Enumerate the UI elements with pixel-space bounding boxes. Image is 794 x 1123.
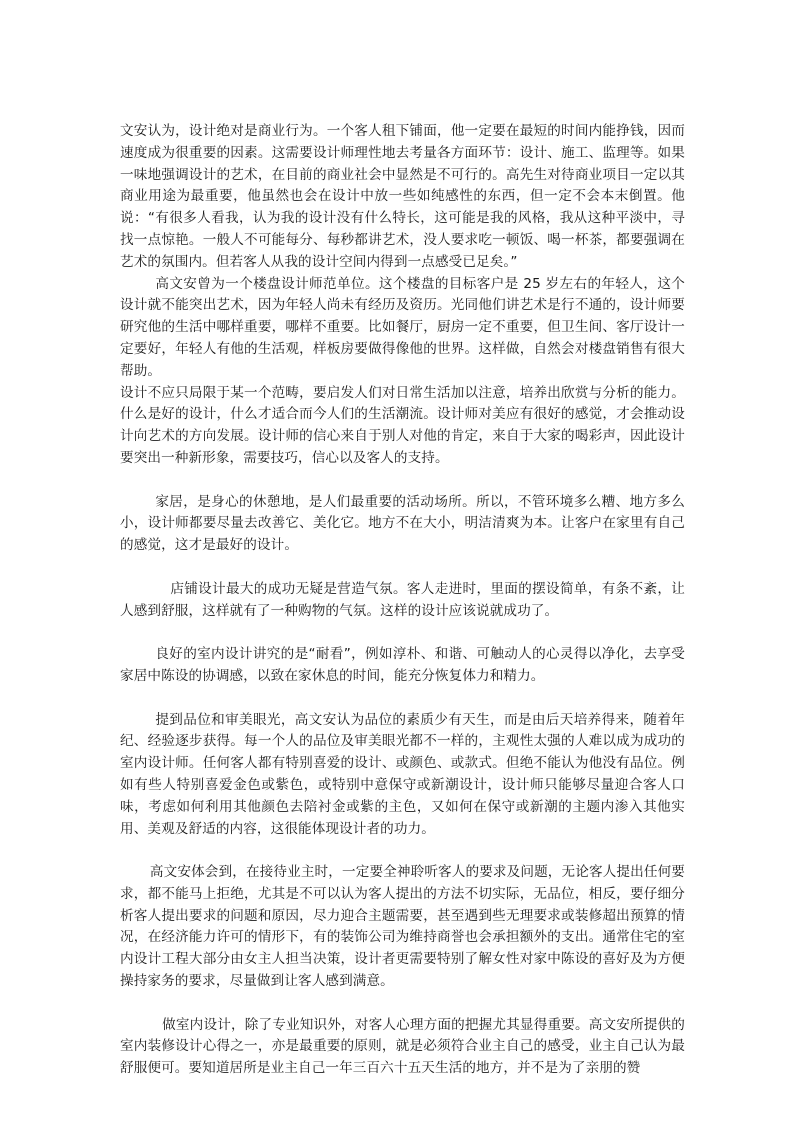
paragraph-1: 文安认为，设计绝对是商业行为。一个客人租下铺面，他一定要在最短的时间内能挣钱，因而速度成为很重要的因素。这需要设计师理性地去考量各方面环节：设计、施工、监理等。如果一味地强调设计的艺术，在目前的商业社会中显然是不可行的。高先生对待商业项目一定以其商业用途为最重要，他虽然也会在设计中放一些如纯感性的东西，但一定不会本末倒置。他说：“有很多人看我，认为我的设计没有什么特长，这可能是我的风格，我从这种平淡中，寻找一点惊艳。一般人不可能每分、每秒都讲艺术，没人要求吃一顿饭、喝一杯茶，都要强调在艺术的氛围内。但若客人从我的设计空间内得到一点感受已足矣。” — [120, 123, 685, 270]
paragraph-7: 提到品位和审美眼光，高文安认为品位的素质少有天生，而是由后天培养得来，随着年纪、经验逐步获得。每一个人的品位及审美眼光都不一样的，主观性太强的人难以成为成功的室内设计师。任何客人都有特别喜爱的设计、或颜色、或款式。但绝不能认为他没有品位。例如有些人特别喜爱金色或紫色，或特别中意保守或新潮设计，设计师只能够尽量迎合客人口味，考虑如何利用其他颜色去陪衬金或紫的主色，又如何在保守或新潮的主题内渗入其他实用、美观及舒适的内容，这很能体现设计者的功力。 — [120, 711, 685, 837]
paragraph-spacer — [120, 557, 685, 579]
paragraph-3: 设计不应只局限于某一个范畴，要启发人们对日常生活加以注意，培养出欣赏与分析的能力。什么是好的设计，什么才适合而今人们的生活潮流。设计师对美应有很好的感觉，才会推动设计向艺术的方向发展。设计师的信心来自于别人对他的肯定，来自于大家的喝彩声，因此设计要突出一种新形象，需要技巧，信心以及客人的支持。 — [120, 384, 685, 466]
paragraph-9: 做室内设计，除了专业知识外，对客人心理方面的把握尤其显得重要。高文安所提供的室内装修设计心得之一，亦是最重要的原则，就是必须符合业主自己的感受，业主自己认为最舒服便可。要知道居所是业主自己一年三百六十五天生活的地方，并不是为了亲朋的赞 — [120, 1016, 685, 1077]
paragraph-spacer — [120, 622, 685, 644]
paragraph-spacer — [120, 993, 685, 1015]
paragraph-spacer — [120, 470, 685, 492]
paragraph-2: 高文安曾为一个楼盘设计师范单位。这个楼盘的目标客户是 25 岁左右的年轻人，这个设计就不能突出艺术，因为年轻人尚未有经历及资历。光同他们讲艺术是行不通的，设计师要研究他的生活中哪样重要，哪样不重要。比如餐厅，厨房一定不重要，但卫生间、客厅设计一定要好，年轻人有他的生活观，样板房要做得像他的世界。这样做，自然会对楼盘销售有很大帮助。 — [120, 275, 685, 379]
paragraph-8: 高文安体会到，在接待业主时，一定要全神聆听客人的要求及问题，无论客人提出任何要求，都不能马上拒绝，尤其是不可以认为客人提出的方法不切实际，无品位，相反，要仔细分析客人提出要求的问题和原因，尽力迎合主题需要，甚至遇到些无理要求或装修超出预算的情况，在经济能力许可的情形下，有的装饰公司为维持商誉也会承担额外的支出。通常住宅的室内设计工程大部分由女主人担当决策，设计者更需要特别了解女性对家中陈设的喜好及为方便操持家务的要求，尽量做到让客人感到满意。 — [120, 864, 685, 990]
paragraph-spacer — [120, 840, 685, 862]
paragraph-6: 良好的室内设计讲究的是“耐看”，例如淳朴、和谐、可触动人的心灵得以净化，去享受家居中陈设的协调感，以致在家休息的时间，能充分恢复体力和精力。 — [120, 646, 685, 684]
document-body — [120, 121, 685, 1080]
paragraph-4: 家居，是身心的休憩地，是人们最重要的活动场所。所以，不管环境多么糟、地方多么小，设计师都要尽量去改善它、美化它。地方不在大小，明洁清爽为本。让客户在家里有自己的感觉，这才是最好的设计。 — [120, 493, 685, 554]
paragraph-spacer — [120, 688, 685, 710]
paragraph-5: 店铺设计最大的成功无疑是营造气氛。客人走进时，里面的摆设简单，有条不紊，让人感到舒服，这样就有了一种购物的气氛。这样的设计应该说就成功了。 — [120, 580, 685, 619]
